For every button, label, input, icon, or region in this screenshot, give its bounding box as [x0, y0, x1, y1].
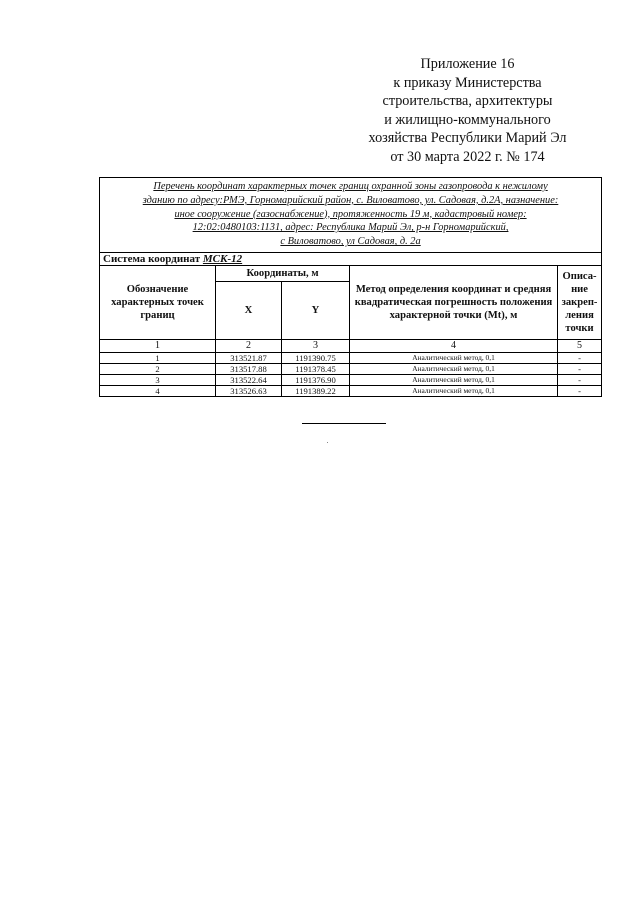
header-line: Приложение 16 — [420, 56, 515, 72]
method-cell: Аналитический метод, 0,1 — [350, 385, 558, 396]
point-id: 4 — [100, 385, 216, 396]
description-cell: - — [558, 374, 602, 385]
method-cell: Аналитический метод, 0,1 — [350, 352, 558, 363]
scan-speck — [327, 442, 328, 443]
coordinates-table — [99, 177, 602, 397]
column-number: 5 — [558, 339, 602, 352]
table-title — [100, 178, 602, 253]
coord-x: 313526.63 — [216, 385, 282, 396]
coordinate-system-label: Система координат — [103, 252, 201, 265]
column-number: 4 — [350, 339, 558, 352]
coord-y: 1191376.90 — [282, 374, 350, 385]
coord-y: 1191378.45 — [282, 363, 350, 374]
table-row — [100, 385, 602, 396]
signature-separator-line — [302, 423, 386, 424]
coord-x: 313521.87 — [216, 352, 282, 363]
coord-x: 313517.88 — [216, 363, 282, 374]
header-line: от 30 марта 2022 г. № 174 — [390, 148, 545, 165]
title-line: 12:02:0480103:1131, адрес: Республика Марий Эл, р-н Горномарийский, — [192, 222, 509, 234]
description-cell: - — [558, 363, 602, 374]
title-line: иное сооружение (газоснабжение), протяженность 19 м, кадастровый номер: — [174, 208, 527, 220]
column-number: 2 — [216, 339, 282, 352]
point-id: 1 — [100, 352, 216, 363]
coordinate-system-value: МСК-12 — [202, 252, 243, 265]
table-row — [100, 363, 602, 374]
header-line: строительства, архитектуры — [382, 93, 553, 110]
coord-x: 313522.64 — [216, 374, 282, 385]
title-line: зданию по адресу:РМЭ, Горномарийский район, с. Виловатово, ул. Садовая, д.2А, назначение: — [142, 194, 559, 206]
header-line: хозяйства Республики Марий Эл — [368, 130, 567, 147]
header-y: Y — [282, 281, 350, 339]
column-number: 1 — [100, 339, 216, 352]
coord-y: 1191389.22 — [282, 385, 350, 396]
header-description: Описа-ние закреп-ления точки — [558, 265, 602, 339]
description-cell: - — [558, 352, 602, 363]
coord-y: 1191390.75 — [282, 352, 350, 363]
column-number: 3 — [282, 339, 350, 352]
point-id: 2 — [100, 363, 216, 374]
header-line: к приказу Министерства — [393, 74, 542, 91]
title-line: Перечень координат характерных точек границ охранной зоны газопровода к нежилому — [153, 181, 548, 192]
appendix-header — [360, 55, 575, 167]
header-designation: Обозначение характерных точек границ — [100, 265, 216, 339]
header-method: Метод определения координат и средняя квадратическая погрешность положения характерной точки (Mt), м — [350, 265, 558, 339]
point-id: 3 — [100, 374, 216, 385]
method-cell: Аналитический метод, 0,1 — [350, 374, 558, 385]
header-line: и жилищно-коммунального — [384, 111, 551, 128]
table-row — [100, 374, 602, 385]
header-coordinates: Координаты, м — [216, 265, 350, 281]
header-x: X — [216, 281, 282, 339]
column-numbers-row — [100, 339, 602, 352]
table-row — [100, 352, 602, 363]
description-cell: - — [558, 385, 602, 396]
coordinate-system-row — [100, 252, 602, 265]
method-cell: Аналитический метод, 0,1 — [350, 363, 558, 374]
title-line: с Виловатово, ул Садовая, д. 2а — [280, 236, 421, 248]
